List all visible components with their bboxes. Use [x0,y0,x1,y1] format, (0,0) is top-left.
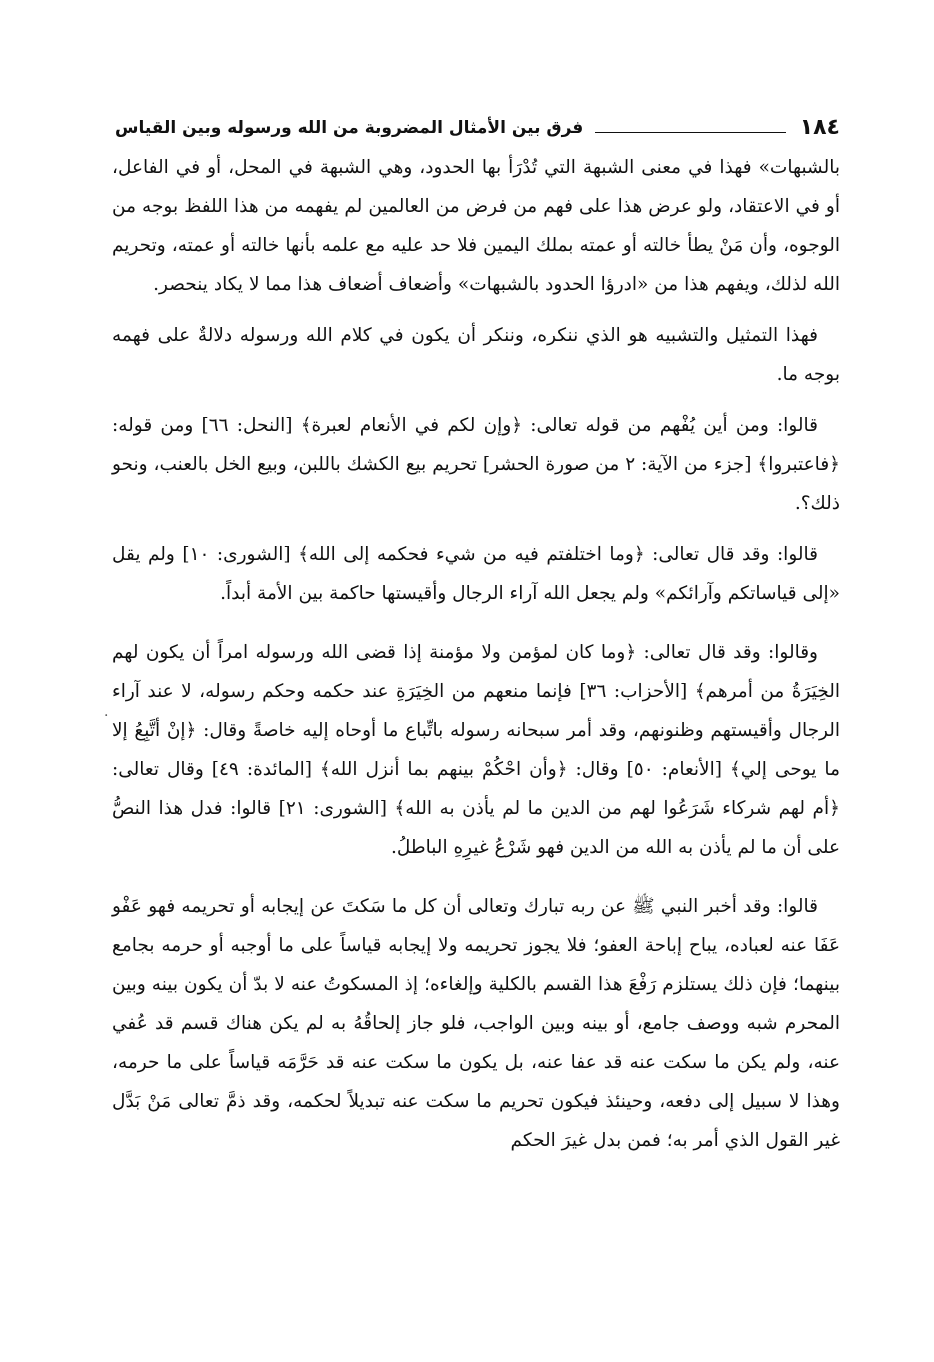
paragraph-5: وقالوا: وقد قال تعالى: ﴿وما كان لمؤمن ولا مؤمنة إذا قضى الله ورسوله امراً أن يكون لهم الخِيَرَةُ من أمرهم﴾ [الأحزاب: ٣٦] فإنما منعهم من الخِيَرَةِ عند حكمه وحكم رسوله، لا عند آراء الرجال وأقيستهم وظنونهم، وقد أمر سبحانه رسوله باتِّباع ما أوحاه إليه خاصةً وقال: ﴿إنْ أتَّبِعُ إلا ما يوحى إلي﴾ [الأنعام: ٥٠] وقال: ﴿وأن احْكُمْ بينهم بما أنزل الله﴾ [المائدة: ٤٩] وقال تعالى: ﴿أم لهم شركاء شَرَعُوا لهم من الدين ما لم يأذن به الله﴾ [الشورى: ٢١] قالوا: فدل هذا النصُّ على أن ما لم يأذن به الله من الدين فهو شَرْعُ غيرِهِ الباطلُ. [112,642,840,858]
paragraph-3: قالوا: ومن أين يُفْهم من قوله تعالى: ﴿وإن لكم في الأنعام لعبرة﴾ [النحل: ٦٦] ومن قوله: ﴿فاعتبروا﴾ [جزء من الآية: ٢ من صورة الحشر] تحريم بيع الكشك باللبن، وبيع الخل بالعنب، ونحو ذلك؟. [112,415,841,514]
crop-mark: · [104,708,109,724]
paragraph-2: فهذا التمثيل والتشبيه هو الذي ننكره، وننكر أن يكون في كلام الله ورسوله دلالةٌ على فهمه بوجه ما. [112,325,840,385]
body-text [112,148,840,1172]
running-title: فرق بين الأمثال المضروبة من الله ورسوله وبين القياس [115,118,584,138]
header-rule [595,132,785,133]
page-number: ١٨٤ [799,115,840,140]
paragraph-4: قالوا: وقد قال تعالى: ﴿وما اختلفتم فيه من شيء فحكمه إلى الله﴾ [الشورى: ١٠] ولم يقل «إلى قياساتكم وآرائكم» ولم يجعل الله آراء الرجال وأقيستها حاكمة بين الأمة أبداً. [112,544,840,604]
paragraph-1: بالشبهات» فهذا في معنى الشبهة التي تُدْرَأ بها الحدود، وهي الشبهة في المحل، أو في الفاعل، أو في الاعتقاد، ولو عرض هذا على فهم من فرض من العالمين لم يفهمه من هذا اللفظ بوجه من الوجوه، وأن مَنْ يطأ خالته أو عمته بملك اليمين فلا حد عليه مع علمه بأنها خالته أو عمته، وتحريم الله لذلك، ويفهم هذا من «ادرؤا الحدود بالشبهات» وأضعاف أضعاف هذا مما لا يكاد ينحصر. [112,157,840,295]
page-header [115,112,840,142]
paragraph-6: قالوا: وقد أخبر النبي ﷺ عن ربه تبارك وتعالى أن كل ما سَكتَ عن إيجابه أو تحريمه فهو عَفْو عَفَا عنه لعباده، يباح إباحة العفو؛ فلا يجوز تحريمه ولا إيجابه قياساً على ما أوجبه أو حرمه بجامع بينهما؛ فإن ذلك يستلزم رَفْعَ هذا القسم بالكلية وإلغاءه؛ إذ المسكوتُ عنه لا بدّ أن يكون بينه وبين المحرم شبه ووصف جامع، أو بينه وبين الواجب، فلو جاز إلحاقُهُ به لم يكن هناك قسم قد عُفي عنه، ولم يكن ما سكت عنه قد عفا عنه، بل يكون ما سكت عنه قد حَرَّمَه قياساً على ما حرمه، وهذا لا سبيل إلى دفعه، وحينئذ فيكون تحريم ما سكت عنه تبديلاً لحكمه، وقد ذمَّ تعالى مَنْ بَدَّل غير القول الذي أمر به؛ فمن بدل غيرَ الحكم [112,896,840,1151]
